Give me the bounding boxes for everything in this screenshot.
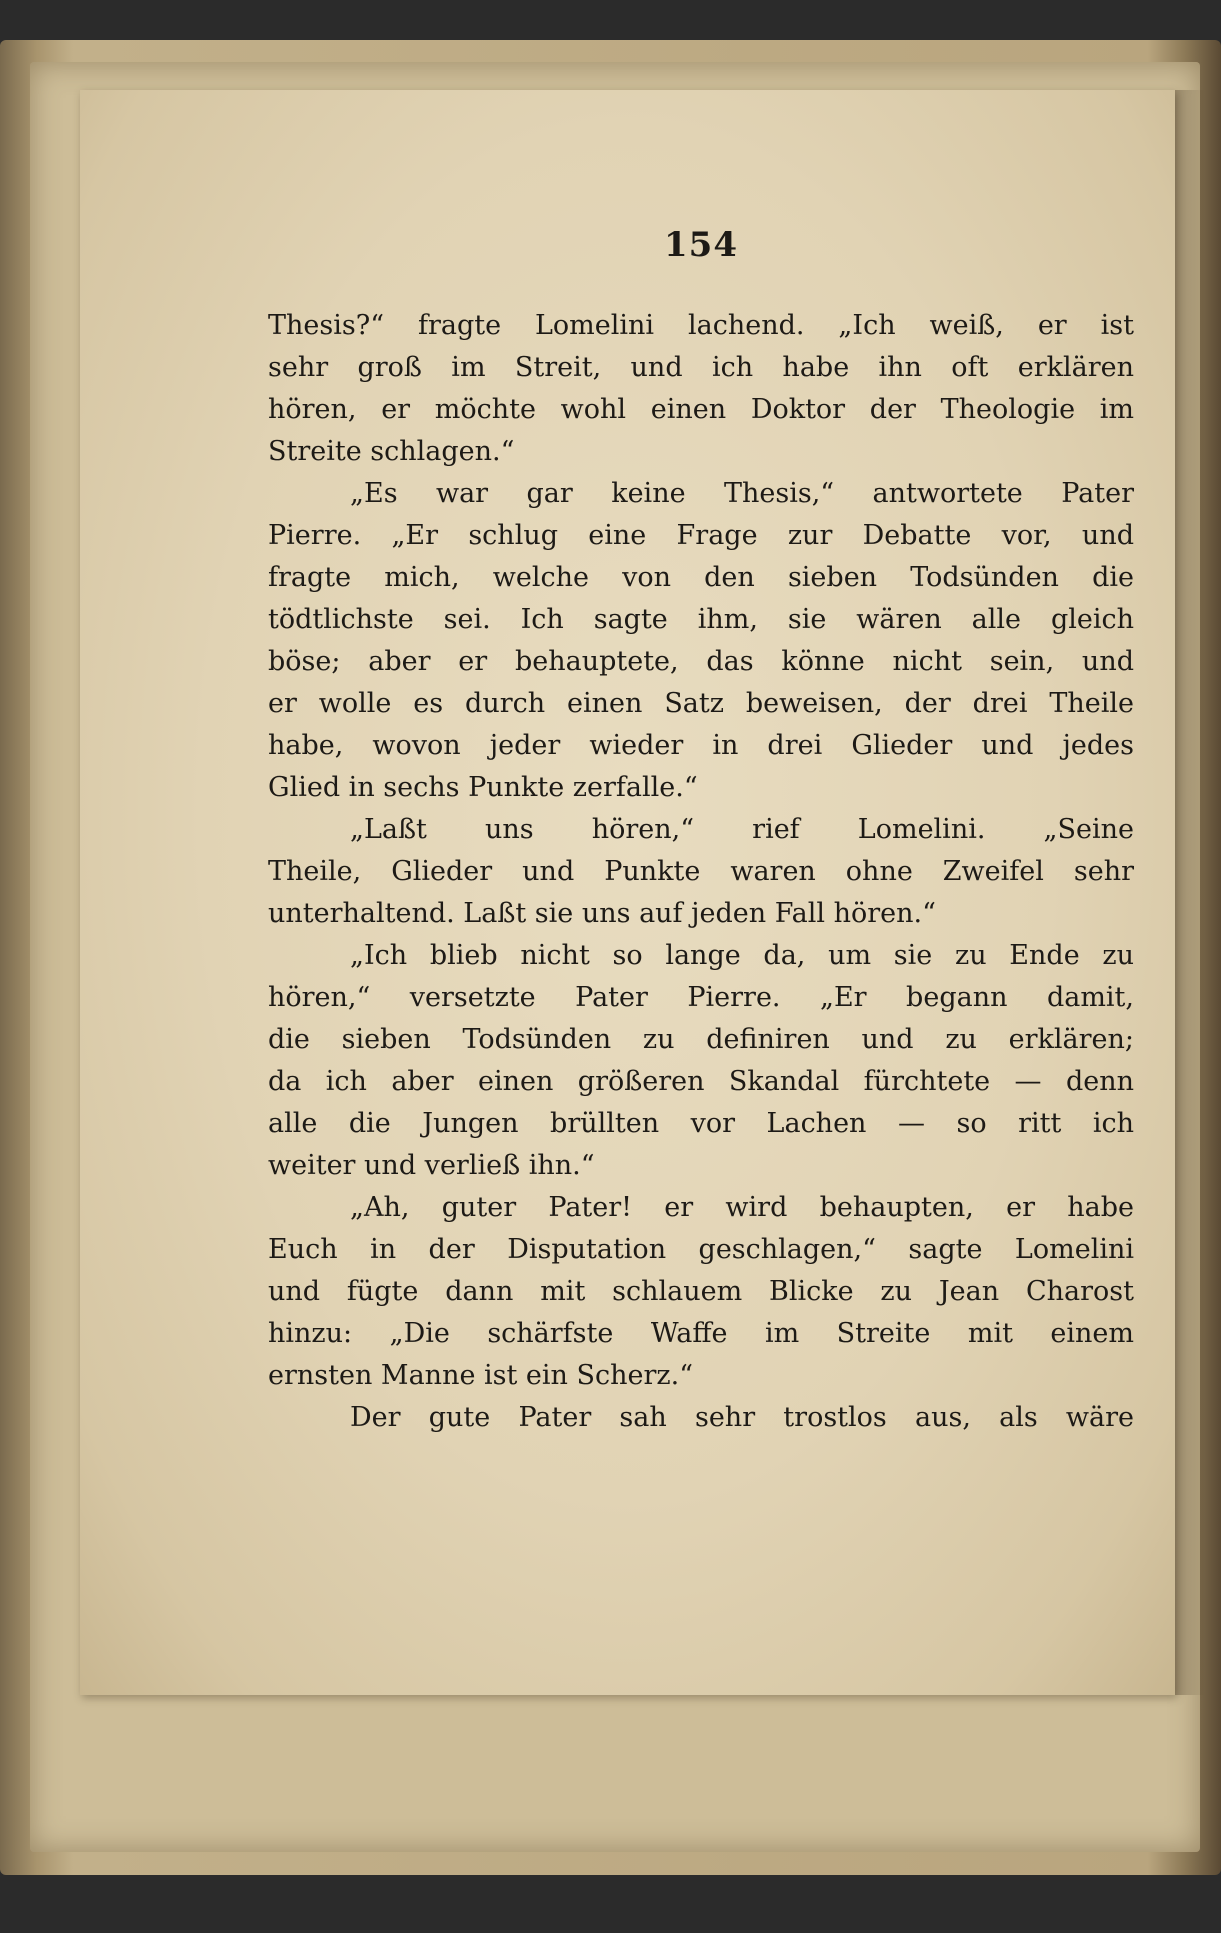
text-line: Theile, Glieder und Punkte waren ohne Zweifel sehr [268, 856, 1134, 887]
page-number: 154 [664, 225, 738, 265]
text-line: „Ich blieb nicht so lange da, um sie zu Ende zu [350, 940, 1134, 971]
text-line: hören, er möchte wohl einen Doktor der Theologie im [268, 394, 1134, 425]
text-line: hinzu: „Die schärfste Waffe im Streite mit einem [268, 1318, 1134, 1349]
text-line: er wolle es durch einen Satz beweisen, der drei Theile [268, 688, 1134, 719]
text-line: hören,“ versetzte Pater Pierre. „Er begann damit, [268, 982, 1134, 1013]
text-line: Der gute Pater sah sehr trostlos aus, als wäre [350, 1402, 1134, 1433]
body-text [268, 305, 1134, 1439]
text-line: böse; aber er behauptete, das könne nicht sein, und [268, 646, 1134, 677]
text-line: Thesis?“ fragte Lomelini lachend. „Ich weiß, er ist [268, 310, 1134, 341]
text-line: tödtlichste sei. Ich sagte ihm, sie wären alle gleich [268, 604, 1134, 635]
text-line: die sieben Todsünden zu definiren und zu erklären; [268, 1024, 1134, 1055]
text-line: Glied in sechs Punkte zerfalle.“ [268, 772, 698, 803]
text-line: sehr groß im Streit, und ich habe ihn oft erklären [268, 352, 1134, 383]
gutter-shadow [1175, 90, 1205, 1695]
text-line: Pierre. „Er schlug eine Frage zur Debatte vor, und [268, 520, 1134, 551]
text-line: und fügte dann mit schlauem Blicke zu Jean Charost [268, 1276, 1134, 1307]
text-line: Euch in der Disputation geschlagen,“ sagte Lomelini [268, 1234, 1134, 1265]
text-line: da ich aber einen größeren Skandal fürchtete — denn [268, 1066, 1134, 1097]
text-line: weiter und verließ ihn.“ [268, 1150, 595, 1181]
text-line: alle die Jungen brüllten vor Lachen — so ritt ich [268, 1108, 1134, 1139]
text-line: „Es war gar keine Thesis,“ antwortete Pater [350, 478, 1134, 509]
text-line: unterhaltend. Laßt sie uns auf jeden Fall hören.“ [268, 898, 936, 929]
text-line: Streite schlagen.“ [268, 436, 515, 467]
text-line: ernsten Manne ist ein Scherz.“ [268, 1360, 694, 1391]
text-line: habe, wovon jeder wieder in drei Glieder und jedes [268, 730, 1134, 761]
text-line: „Ah, guter Pater! er wird behaupten, er habe [350, 1192, 1134, 1223]
text-line: fragte mich, welche von den sieben Todsünden die [268, 562, 1134, 593]
text-line: „Laßt uns hören,“ rief Lomelini. „Seine [350, 814, 1134, 845]
